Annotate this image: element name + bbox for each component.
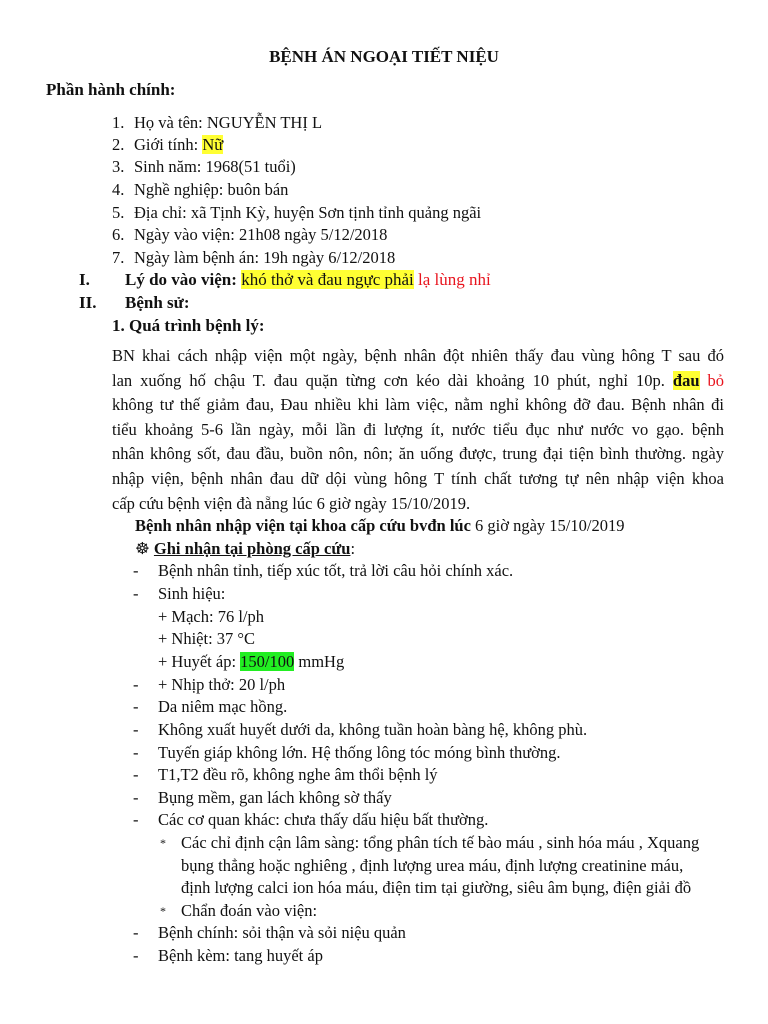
dharma-wheel-icon: ☸	[135, 539, 150, 558]
admission-line: Bệnh nhân nhập viện tại khoa cấp cứu bvđn lúc 6 giờ ngày 15/10/2019	[135, 516, 625, 535]
admin-item-address: 5. Địa chỉ: xã Tịnh Kỳ, huyện Sơn tịnh tỉnh quảng ngãi	[112, 203, 482, 222]
admin-item-occupation: 4. Nghề nghiệp: buôn bán	[112, 180, 289, 199]
section-admin-heading: Phần hành chính:	[46, 80, 176, 99]
asterisk-bullet-icon: *	[160, 836, 166, 850]
admin-item-name: 1. Họ và tên: NGUYỄN THỊ L	[112, 113, 323, 132]
reason-highlight: khó thở và đau ngực phải	[241, 270, 414, 289]
tests-line: bụng thẳng hoặc nghiêng , định lượng urea máu, định lượng creatinine máu,	[181, 856, 684, 875]
history-paragraph: BN khai cách nhập viện một ngày, bệnh nhân đột nhiên thấy đau vùng hông T sau đó lan xuống hố chậu T. đau quặn từng cơn kéo dài khoảng 10 phút, nghỉ 10p. đau bỏ không tư thế giảm đau, Đau nhiều khi làm việc, nằm nghỉ không đỡ đau. Bệnh nhân đi tiểu khoảng 5-6 lần ngày, mỗi lần đi lượng ít, nước tiểu đục như nước vo gạo. bệnh nhân không sốt, đau đầu, buồn nôn, nôn; ăn uống được, trung đại tiện bình thường. ngày nhập viện, bệnh nhân đau dữ dội vùng hông T tính chất tương tự nên nhập viện khoa cấp cứu bệnh viện đà nẵng lúc 6 giờ ngày 15/10/2019.	[112, 346, 724, 513]
asterisk-bullet-icon: *	[160, 904, 166, 918]
pain-highlight: đau	[672, 370, 700, 390]
red-note: bỏ	[699, 370, 724, 390]
admin-item-gender: 2. Giới tính: Nữ	[112, 135, 224, 154]
gender-highlight: Nữ	[202, 135, 224, 154]
reason-red-note: lạ lùng nhỉ	[413, 270, 491, 289]
tests-line: định lượng calci ion hóa máu, điện tim tại giường, siêu âm bụng, điện giải đồ	[181, 878, 692, 897]
bp-highlight: 150/100	[240, 652, 295, 671]
admin-item-admission-date: 6. Ngày vào viện: 21h08 ngày 5/12/2018	[112, 225, 388, 244]
history-heading: II. Bệnh sử:	[79, 293, 190, 312]
admin-item-birthyear: 3. Sinh năm: 1968(51 tuổi)	[112, 157, 296, 176]
history-subheading: 1. Quá trình bệnh lý:	[112, 316, 265, 335]
admin-item-record-date: 7. Ngày làm bệnh án: 19h ngày 6/12/2018	[112, 248, 396, 267]
document-title: BỆNH ÁN NGOẠI TIẾT NIỆU	[269, 47, 499, 66]
reason-heading: I. Lý do vào viện: khó thở và đau ngực phải lạ lùng nhỉ	[79, 270, 491, 289]
er-heading: ☸ Ghi nhận tại phòng cấp cứu:	[135, 539, 356, 558]
